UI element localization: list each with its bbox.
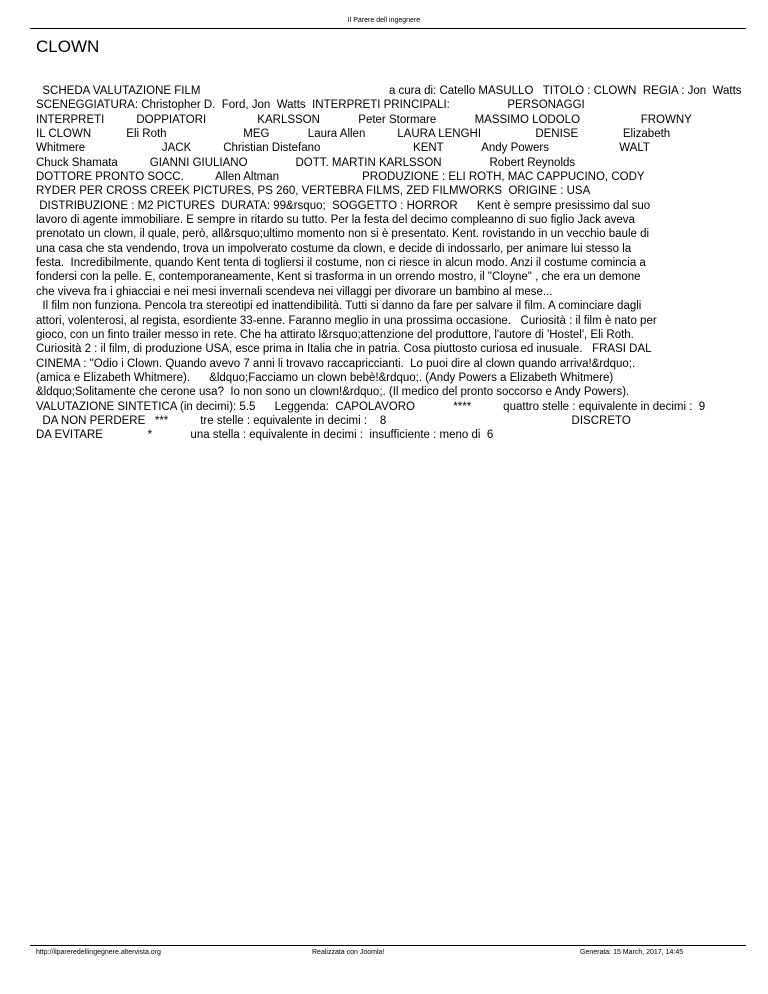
body-line: SCHEDA VALUTAZIONE FILM a cura di: Catello MASULLO TITOLO : CLOWN REGIA : Jon Watts xyxy=(36,85,742,97)
body-line: prenotato un clown, il quale, però, all&rsquo;ultimo momento non si è presentato. Kent. rovistando in un vecchio baule di xyxy=(36,228,650,241)
body-line: DISTRIBUZIONE : M2 PICTURES DURATA: 99&rsquo; SOGGETTO : HORROR Kent è sempre presissimo dal suo xyxy=(36,199,651,212)
article-title: CLOWN xyxy=(36,37,100,56)
body-line: VALUTAZIONE SINTETICA (in decimi): 5.5 Leggenda: CAPOLAVORO **** quattro stelle : equivalente in decimi : 9 xyxy=(36,400,706,413)
body-line: INTERPRETI DOPPIATORI KARLSSON Peter Stormare MASSIMO LODOLO FROWNY xyxy=(36,113,692,126)
body-line: che viveva fra i ghiacciai e nei mesi invernali scendeva nei villaggi per divorare un bambino al mese... xyxy=(36,285,553,298)
body-line: DA NON PERDERE *** tre stelle : equivalente in decimi : 8 DISCRETO xyxy=(36,414,631,427)
body-line: lavoro di agente immobiliare. E sempre in ritardo su tutto. Per la festa del decimo compleanno di suo figlio Jack aveva xyxy=(36,214,635,227)
body-line: festa. Incredibilmente, quando Kent tenta di togliersi il costume, non ci riesce in alcun modo. Anzi il costume comincia a xyxy=(36,257,646,270)
body-line: fondersi con la pelle. E, contemporaneamente, Kent si trasforma in un orrendo mostro, il "Cloyne" , che era un demone xyxy=(36,271,641,284)
header-divider xyxy=(30,28,746,29)
footer-powered-by: Realizzata con Joomla! xyxy=(312,949,385,956)
body-line: Curiosità 2 : il film, di produzione USA, esce prima in Italia che in patria. Cosa piuttosto curiosa ed inusuale. FRASI DAL xyxy=(36,343,652,356)
body-line: (amica e Elizabeth Whitmere). &ldquo;Facciamo un clown bebè!&rdquo;. (Andy Powers a Elizabeth Whitmere) xyxy=(36,371,614,384)
body-line: IL CLOWN Eli Roth MEG Laura Allen LAURA LENGHI DENISE Elizabeth xyxy=(36,128,671,141)
footer-divider xyxy=(30,945,746,946)
body-line: SCENEGGIATURA: Christopher D. Ford, Jon Watts INTERPRETI PRINCIPALI: PERSONAGGI xyxy=(36,99,585,112)
body-line: gioco, con un finto trailer messo in rete. Che ha attirato l&rsquo;attenzione del produttore, l'autore di 'Hostel', Eli Roth. xyxy=(36,328,634,341)
body-line: DOTTORE PRONTO SOCC. Allen Altman PRODUZIONE : ELI ROTH, MAC CAPPUCINO, CODY xyxy=(36,171,645,184)
body-line: Chuck Shamata GIANNI GIULIANO DOTT. MARTIN KARLSSON Robert Reynolds xyxy=(36,156,576,169)
body-line: DA EVITARE * una stella : equivalente in decimi : insufficiente : meno di 6 xyxy=(36,429,494,442)
body-line: &ldquo;Solitamente che cerone usa? Io non sono un clown!&rdquo;. (Il medico del pronto soccorso e Andy Powers). xyxy=(36,386,630,399)
body-line: attori, volenterosi, al regista, esordiente 33-enne. Faranno meglio in una prossima occasione. Curiosità : il film è nato per xyxy=(36,314,657,327)
page-header: Il Parere dell ingegnere xyxy=(347,17,421,24)
footer-generated-date: Generata: 15 March, 2017, 14:45 xyxy=(580,949,684,956)
body-line: Whitmere JACK Christian Distefano KENT Andy Powers WALT xyxy=(36,142,650,155)
body-line: CINEMA : "Odio i Clown. Quando avevo 7 anni li trovavo raccapriccianti. Lo puoi dire al clown quando arriva!&rdquo;. xyxy=(36,357,636,370)
article-body xyxy=(36,84,768,443)
body-line: Il film non funziona. Pencola tra stereotipi ed inattendibilità. Tutti si danno da fare per salvare il film. A cominciare dagli xyxy=(36,300,642,313)
body-line: una casa che sta vendendo, trova un impolverato costume da clown, e decide di indossarlo, per animare lui stesso la xyxy=(36,242,632,255)
footer-site-url[interactable]: http://ilpareredellingegnere.altervista.org xyxy=(36,949,161,956)
body-line: RYDER PER CROSS CREEK PICTURES, PS 260, VERTEBRA FILMS, ZED FILMWORKS ORIGINE : USA xyxy=(36,185,591,198)
